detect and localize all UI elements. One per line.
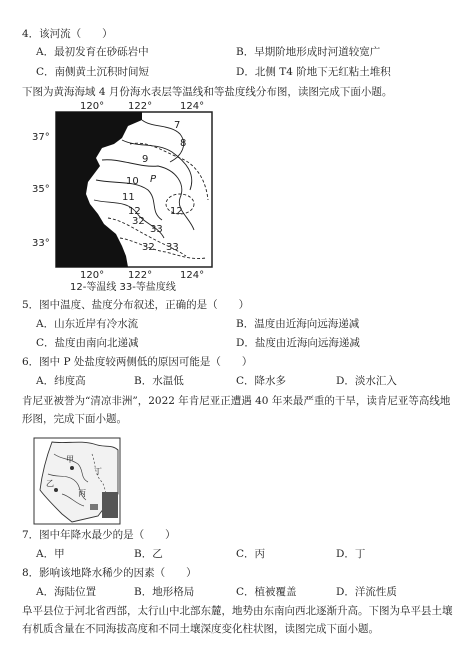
lon-label-bottom-120: 120° [80,270,105,281]
yellow-sea-contour-map [30,100,230,292]
contour-label: 12 [128,206,141,217]
question-4-option-a: A．最初发育在砂砾岩中 [36,46,149,58]
question-6-option-d: D．淡水汇入 [336,375,397,387]
kenya-label-bing: 丙 [78,489,86,498]
question-7-option-b: B．乙 [134,548,163,560]
kenya-label-yi: 乙 [46,479,54,488]
question-8-option-d: D．洋流性质 [336,586,397,598]
question-4-option-d: D．北侧 T4 阶地下无红粘土堆积 [236,66,391,78]
lon-label-bottom-124: 124° [180,270,205,281]
question-5-option-b: B．温度由近海向远海递减 [236,318,360,330]
lon-label-bottom-122: 122° [128,270,153,281]
question-5-option-a: A．山东近岸有冷水流 [36,318,139,330]
contour-label: 9 [142,154,149,165]
question-7-option-a: A．甲 [36,548,65,560]
question-6-option-c: C．降水多 [236,375,287,387]
kenya-topographic-map [32,434,122,526]
map-legend: 12-等温线 33-等盐度线 [70,282,176,292]
point-p-label: P [150,174,157,185]
question-7-option-d: D．丁 [336,548,366,560]
contour-label: 12 [170,206,183,217]
intro-yellow-sea: 下图为黄海海域 4 月份海水表层等温线和等盐度线分布图，读图完成下面小题。 [22,86,393,98]
contour-label: 33 [150,224,163,235]
intro-kenya: 肯尼亚被誉为“清凉非洲”，2022 年肯尼亚正遭遇 40 年来最严重的干旱，读肯尼亚等高线地形图，完成下面小题。 [22,395,451,425]
question-6-option-a: A．纬度高 [36,375,86,387]
question-8-option-a: A．海陆位置 [36,586,97,598]
question-5-option-c: C．盐度由南向北递减 [36,337,139,349]
question-8-option-c: C．植被覆盖 [236,586,297,598]
lon-label-top-124: 124° [180,101,205,112]
question-6-stem: 6．图中 P 处盐度较两侧低的原因可能是（ ） [22,356,253,368]
question-5-stem: 5．图中温度、盐度分布叙述，正确的是（ ） [22,299,250,311]
lat-label-37: 37° [32,132,50,143]
contour-label: 10 [126,176,139,187]
contour-label: 8 [180,138,187,149]
lon-label-top-122: 122° [128,101,153,112]
lon-label-top-120: 120° [80,101,105,112]
contour-label: 7 [174,120,181,131]
contour-label: 33 [166,242,179,253]
question-8-stem: 8．影响该地降水稀少的因素（ ） [22,567,197,579]
intro-fuping: 阜平县位于河北省西部，太行山中北部东麓，地势由东南向西北逐渐升高。下图为阜平县土壤有机质含量在不同海拔高度和不同土壤深度变化柱状图，读图完成下面小题。 [22,605,453,635]
contour-label: 11 [122,192,135,203]
question-4-option-c: C．南侧黄土沉积时间短 [36,66,150,78]
question-8-option-b: B．地形格局 [134,586,195,598]
lat-label-33: 33° [32,238,50,249]
kenya-label-ding: 丁 [94,467,102,476]
lat-label-35: 35° [32,184,50,195]
question-5-option-d: D．盐度由近海向远海递减 [236,337,360,349]
question-7-option-c: C．丙 [236,548,266,560]
question-4-stem: 4．该河流（ ） [22,28,113,40]
question-7-stem: 7．图中年降水最少的是（ ） [22,529,176,541]
question-4-option-b: B．早期阶地形成时河道较宽广 [236,46,381,58]
question-6-option-b: B．水温低 [134,375,184,387]
contour-label: 32 [142,242,155,253]
kenya-label-jia: 甲 [66,455,74,464]
contour-label: 32 [132,216,145,227]
